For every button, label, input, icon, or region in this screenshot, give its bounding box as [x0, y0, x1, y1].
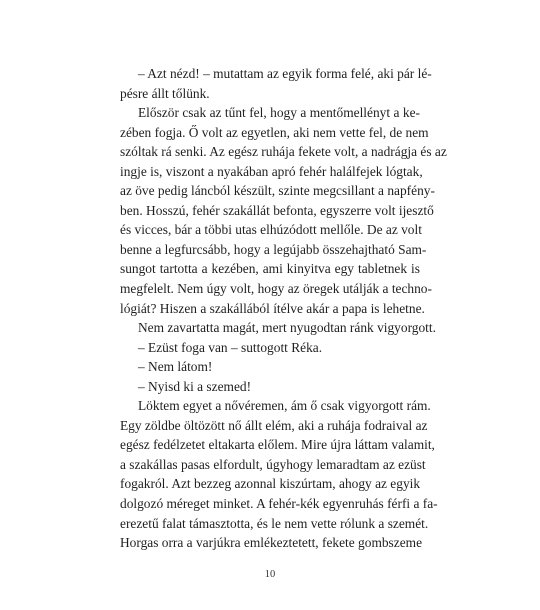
text-line: ingje is, viszont a nyakában apró fehér halálfejek lógtak, — [120, 163, 423, 179]
text-line: pésre állt tőlünk. — [120, 85, 210, 101]
text-line: Horgas orra a varjúkra emlékeztetett, fekete gombszeme — [120, 535, 423, 551]
text-line: megfelelt. Nem úgy volt, hogy az öregek utálják a techno- — [120, 281, 432, 297]
body-text — [120, 64, 447, 553]
text-line: az öve pedig láncból készült, szinte megcsillant a napfény- — [120, 183, 435, 199]
text-line: ben. Hosszú, fehér szakállát befonta, egyszerre volt ijesztő — [120, 202, 434, 218]
text-line: erezetű falat támasztotta, és le nem vette rólunk a szemét. — [120, 515, 429, 531]
text-line: szóltak rá senki. Az egész ruhája fekete volt, a nadrágja és az — [120, 144, 447, 160]
text-line: egész fedélzetet eltakarta előlem. Mire újra láttam valamit, — [120, 437, 435, 453]
text-line: Először csak az tűnt fel, hogy a mentőmellényt a ke- — [138, 105, 420, 121]
text-line: – Ezüst foga van – suttogott Réka. — [138, 339, 323, 355]
text-line: sungot tartotta a kezében, ami kinyitva egy tabletnek is — [120, 261, 420, 277]
text-line: dolgozó méreget minket. A fehér-kék egyenruhás férfi a fa- — [120, 496, 438, 512]
text-line: – Azt nézd! – mutattam az egyik forma felé, aki pár lé- — [138, 66, 432, 81]
text-line: lógiát? Hiszen a szakállából ítélve akár a papa is lehetne. — [120, 300, 425, 316]
text-line: – Nyisd ki a szemed! — [138, 378, 252, 394]
page-number: 10 — [264, 569, 276, 580]
text-line: a szakállas pasas elfordult, úgyhogy lemaradtam az ezüst — [120, 456, 426, 472]
text-line: Nem zavartatta magát, mert nyugodtan ránk vigyorgott. — [138, 320, 436, 336]
text-line: és vicces, bár a többi utas elhúzódott mellőle. De az volt — [120, 222, 422, 238]
text-line: zében fogja. Ő volt az egyetlen, aki nem vette fel, de nem — [120, 124, 429, 140]
text-line: benne a legfurcsább, hogy a legújabb összehajtható Sam- — [120, 241, 427, 257]
text-line: Löktem egyet a nővéremen, ám ő csak vigyorgott rám. — [138, 398, 431, 414]
text-line: Egy zöldbe öltözött nő állt elém, aki a ruhája fodraival az — [120, 417, 428, 433]
text-line: – Nem látom! — [138, 359, 213, 375]
text-line: fogakról. Azt bezzeg azonnal kiszúrtam, ahogy az egyik — [120, 476, 421, 492]
